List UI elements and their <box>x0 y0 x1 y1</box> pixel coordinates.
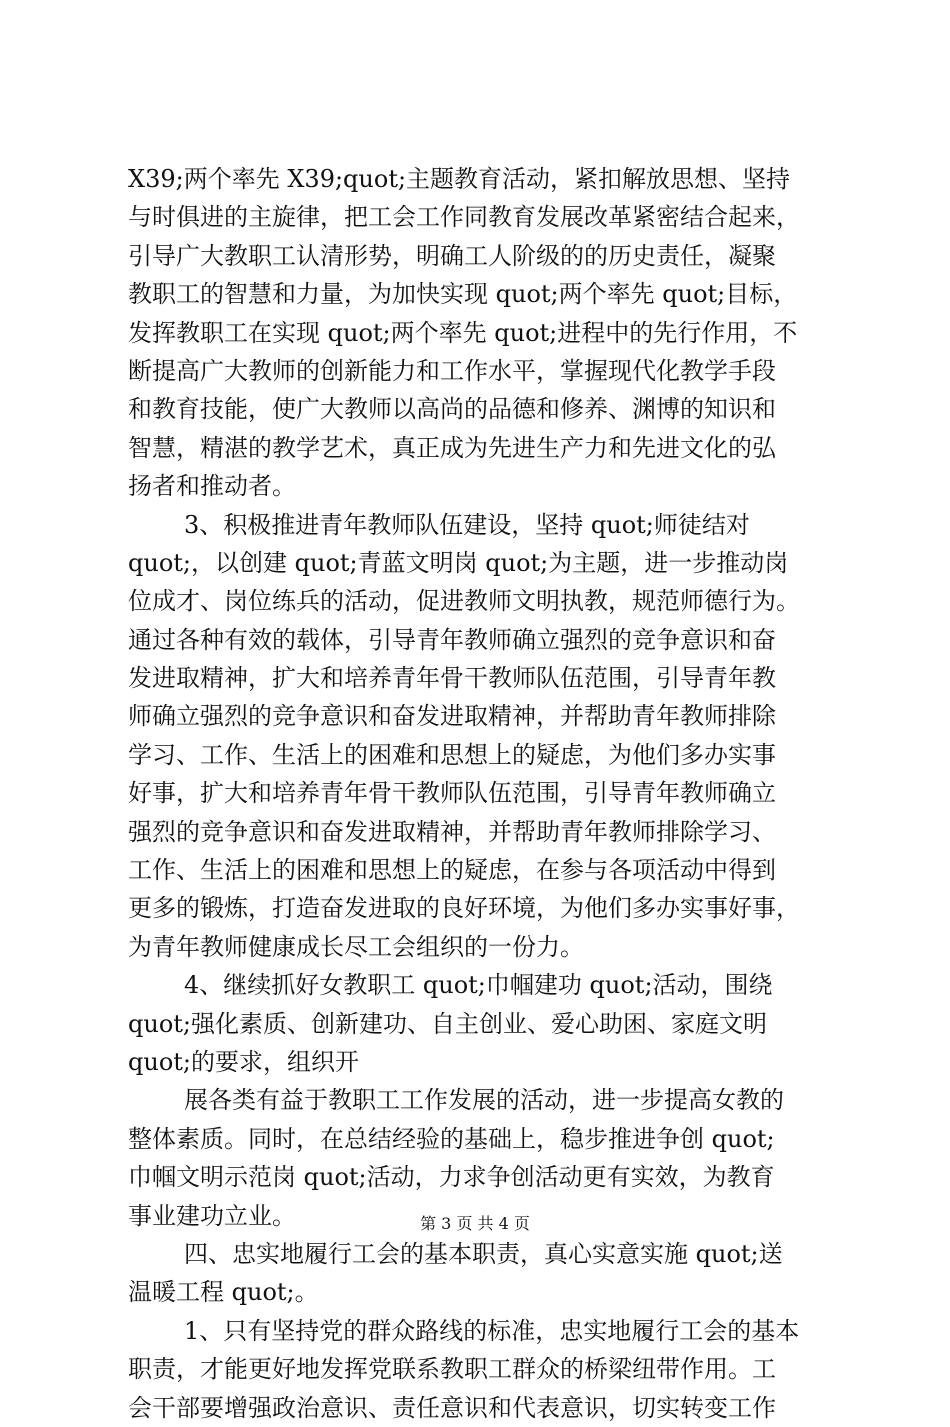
text-line: 1、只有坚持党的群众路线的标准，忠实地履行工会的基本 <box>184 1316 800 1345</box>
text-line: 工作、生活上的困难和思想上的疑虑，在参与各项活动中得到 <box>128 856 776 885</box>
text-line: 事业建功立业。 <box>128 1201 296 1230</box>
text-line: 和教育技能，使广大教师以高尚的品德和修养、渊博的知识和 <box>128 395 776 424</box>
text-line: 3、积极推进青年教师队伍建设，坚持 quot;师徒结对 <box>184 510 750 539</box>
text-line: 更多的锻炼，打造奋发进取的良好环境，为他们多办实事好事， <box>128 894 800 923</box>
text-line: 发进取精神，扩大和培养青年骨干教师队伍范围，引导青年教 <box>128 664 776 693</box>
text-line: 职责，才能更好地发挥党联系教职工群众的桥梁纽带作用。工 <box>128 1355 776 1384</box>
text-line: 巾帼文明示范岗 quot;活动，力求争创活动更有实效，为教育 <box>128 1163 775 1192</box>
page-footer: 第 3 页 共 4 页 <box>420 1214 530 1233</box>
text-line: X39;两个率先 X39;quot;主题教育活动，紧扣解放思想、坚持 <box>128 165 791 193</box>
text-line: 扬者和推动者。 <box>128 472 296 501</box>
text-line: 位成才、岗位练兵的活动，促进教师文明执教，规范师德行为。 <box>128 587 800 616</box>
text-line: 引导广大教职工认清形势，明确工人阶级的的历史责任，凝聚 <box>128 241 776 270</box>
text-line: 好事，扩大和培养青年骨干教师队伍范围，引导青年教师确立 <box>128 779 776 808</box>
text-line: 为青年教师健康成长尽工会组织的一份力。 <box>128 932 584 961</box>
text-line: 师确立强烈的竞争意识和奋发进取精神，并帮助青年教师排除 <box>128 702 776 731</box>
text-line: 断提高广大教师的创新能力和工作水平，掌握现代化教学手段 <box>128 356 776 385</box>
text-line: 温暖工程 quot;。 <box>128 1278 319 1307</box>
text-line: 教职工的智慧和力量，为加快实现 quot;两个率先 quot;目标， <box>128 280 798 309</box>
text-line: 发挥教职工在实现 quot;两个率先 quot;进程中的先行作用，不 <box>128 318 798 347</box>
text-line: 4、继续抓好女教职工 quot;巾帼建功 quot;活动，围绕 <box>184 971 773 1000</box>
text-line: 智慧，精湛的教学艺术，真正成为先进生产力和先进文化的弘 <box>128 433 776 462</box>
text-line: 与时俱进的主旋律，把工会工作同教育发展改革紧密结合起来， <box>128 203 800 232</box>
text-line: quot;强化素质、创新建功、自主创业、爱心助困、家庭文明 <box>128 1009 767 1038</box>
document-body <box>128 160 833 1427</box>
text-line: 通过各种有效的载体，引导青年教师确立强烈的竞争意识和奋 <box>128 625 776 654</box>
text-line: 强烈的竞争意识和奋发进取精神，并帮助青年教师排除学习、 <box>128 817 776 846</box>
text-line: 整体素质。同时，在总结经验的基础上，稳步推进争创 quot; <box>128 1124 775 1153</box>
text-line: quot;，以创建 quot;青蓝文明岗 quot;为主题，进一步推动岗 <box>128 548 789 577</box>
text-line: 会干部要增强政治意识、责任意识和代表意识，切实转变工作 <box>128 1393 776 1422</box>
text-line: quot;的要求，组织开 <box>128 1047 359 1076</box>
text-line: 四、忠实地履行工会的基本职责，真心实意实施 quot;送 <box>184 1239 783 1268</box>
text-line: 展各类有益于教职工工作发展的活动，进一步提高女教的 <box>184 1086 784 1115</box>
text-line: 学习、工作、生活上的困难和思想上的疑虑，为他们多办实事 <box>128 740 776 769</box>
